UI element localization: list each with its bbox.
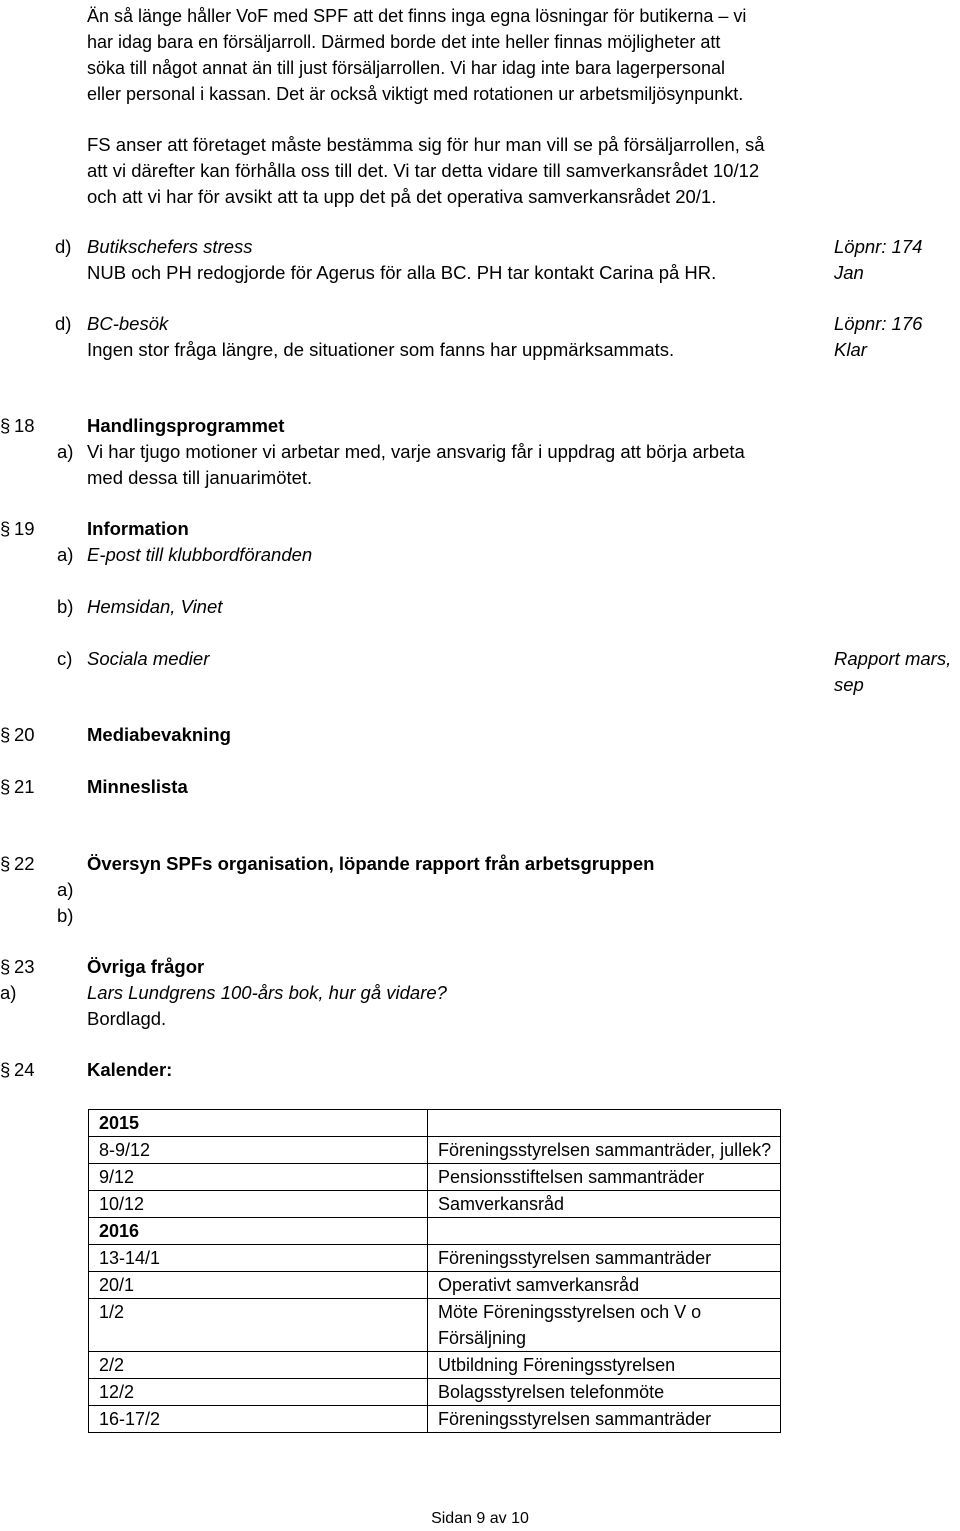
- calendar-event: Pensionsstiftelsen sammanträder: [428, 1164, 781, 1191]
- table-row: [89, 1110, 781, 1137]
- item-ref: Löpnr: 174: [834, 236, 923, 257]
- calendar-event: [428, 1110, 781, 1137]
- fs-line: FS anser att företaget måste bestämma sig för hur man vill se på försäljarrollen, så: [87, 134, 765, 155]
- section-number: 22: [14, 853, 35, 874]
- section-mark: §: [0, 415, 11, 436]
- calendar-date: 8-9/12: [89, 1137, 428, 1164]
- intro-line: eller personal i kassan. Det är också viktigt med rotationen ur arbetsmiljösynpunkt.: [87, 84, 744, 104]
- table-row: [89, 1137, 781, 1164]
- calendar-year: 2016: [89, 1218, 428, 1245]
- item-title: Hemsidan, Vinet: [87, 596, 223, 617]
- item-letter: a): [57, 544, 74, 565]
- item-title: Lars Lundgrens 100-års bok, hur gå vidare?: [87, 982, 447, 1003]
- calendar-date: 10/12: [89, 1191, 428, 1218]
- item-title: E-post till klubbordföranden: [87, 544, 313, 565]
- item-letter: d): [55, 313, 72, 334]
- section-mark: §: [0, 956, 11, 977]
- item-letter: b): [57, 905, 74, 926]
- item-body: med dessa till januarimötet.: [87, 467, 313, 488]
- calendar-event: Utbildning Föreningsstyrelsen: [428, 1352, 781, 1379]
- calendar-table: [88, 1109, 781, 1433]
- calendar-date: 20/1: [89, 1272, 428, 1299]
- section-number: 24: [14, 1059, 35, 1080]
- section-title: Mediabevakning: [87, 724, 231, 745]
- item-note: sep: [834, 674, 864, 695]
- fs-line: att vi därefter kan förhålla oss till det. Vi tar detta vidare till samverkansrådet 10/12: [87, 160, 760, 181]
- calendar-event: Möte Föreningsstyrelsen och V o Försäljning: [428, 1299, 781, 1352]
- section-mark: §: [0, 853, 11, 874]
- table-row: [89, 1245, 781, 1272]
- item-status: Jan: [834, 262, 864, 283]
- table-row: [89, 1191, 781, 1218]
- item-body: Ingen stor fråga längre, de situationer som fanns har uppmärksammats.: [87, 339, 675, 360]
- calendar-date: 16-17/2: [89, 1406, 428, 1433]
- section-number: 19: [14, 518, 35, 539]
- calendar-event: Föreningsstyrelsen sammanträder: [428, 1245, 781, 1272]
- section-title: Övriga frågor: [87, 956, 205, 977]
- table-row: [89, 1164, 781, 1191]
- calendar-date: 9/12: [89, 1164, 428, 1191]
- item-title: BC-besök: [87, 313, 169, 334]
- section-number: 23: [14, 956, 35, 977]
- item-letter: d): [55, 236, 72, 257]
- intro-line: söka till något annat än till just försäljarrollen. Vi har idag inte bara lagerpersonal: [87, 58, 726, 78]
- calendar-date: 12/2: [89, 1379, 428, 1406]
- section-title: Minneslista: [87, 776, 188, 797]
- table-row: [89, 1299, 781, 1352]
- calendar-event: Operativt samverkansråd: [428, 1272, 781, 1299]
- table-row: [89, 1406, 781, 1433]
- calendar-date: 2/2: [89, 1352, 428, 1379]
- section-mark: §: [0, 776, 11, 797]
- section-mark: §: [0, 518, 11, 539]
- page-footer: Sidan 9 av 10: [431, 1510, 529, 1527]
- item-body: NUB och PH redogjorde för Agerus för alla BC. PH tar kontakt Carina på HR.: [87, 262, 717, 283]
- item-ref: Löpnr: 176: [834, 313, 923, 334]
- item-letter: b): [57, 596, 74, 617]
- item-title: Butikschefers stress: [87, 236, 253, 257]
- section-mark: §: [0, 1059, 11, 1080]
- table-row: [89, 1218, 781, 1245]
- section-number: 21: [14, 776, 35, 797]
- calendar-event: Samverkansråd: [428, 1191, 781, 1218]
- calendar-event: Föreningsstyrelsen sammanträder: [428, 1406, 781, 1433]
- intro-line: har idag bara en försäljarroll. Därmed borde det inte heller finnas möjligheter att: [87, 32, 721, 52]
- item-letter: a): [57, 441, 74, 462]
- item-status: Klar: [834, 339, 867, 360]
- section-title: Handlingsprogrammet: [87, 415, 285, 436]
- section-title: Information: [87, 518, 189, 539]
- calendar-year: 2015: [89, 1110, 428, 1137]
- calendar-event: Bolagsstyrelsen telefonmöte: [428, 1379, 781, 1406]
- table-row: [89, 1272, 781, 1299]
- item-letter: a): [0, 982, 17, 1003]
- section-title: Översyn SPFs organisation, löpande rapport från arbetsgruppen: [87, 853, 655, 874]
- intro-line: Än så länge håller VoF med SPF att det finns inga egna lösningar för butikerna – vi: [87, 6, 747, 26]
- calendar-event: [428, 1218, 781, 1245]
- table-row: [89, 1352, 781, 1379]
- fs-line: och att vi har för avsikt att ta upp det på det operativa samverkansrådet 20/1.: [87, 186, 717, 207]
- section-number: 18: [14, 415, 35, 436]
- calendar-event: Föreningsstyrelsen sammanträder, jullek?: [428, 1137, 781, 1164]
- section-title: Kalender:: [87, 1059, 173, 1080]
- item-body: Vi har tjugo motioner vi arbetar med, varje ansvarig får i uppdrag att börja arbeta: [87, 441, 745, 462]
- section-number: 20: [14, 724, 35, 745]
- item-title: Sociala medier: [87, 648, 210, 669]
- calendar-date: 1/2: [89, 1299, 428, 1352]
- item-note: Rapport mars,: [834, 648, 952, 669]
- item-body: Bordlagd.: [87, 1008, 167, 1029]
- item-letter: a): [57, 879, 74, 900]
- calendar-date: 13-14/1: [89, 1245, 428, 1272]
- section-mark: §: [0, 724, 11, 745]
- table-row: [89, 1379, 781, 1406]
- item-letter: c): [57, 648, 73, 669]
